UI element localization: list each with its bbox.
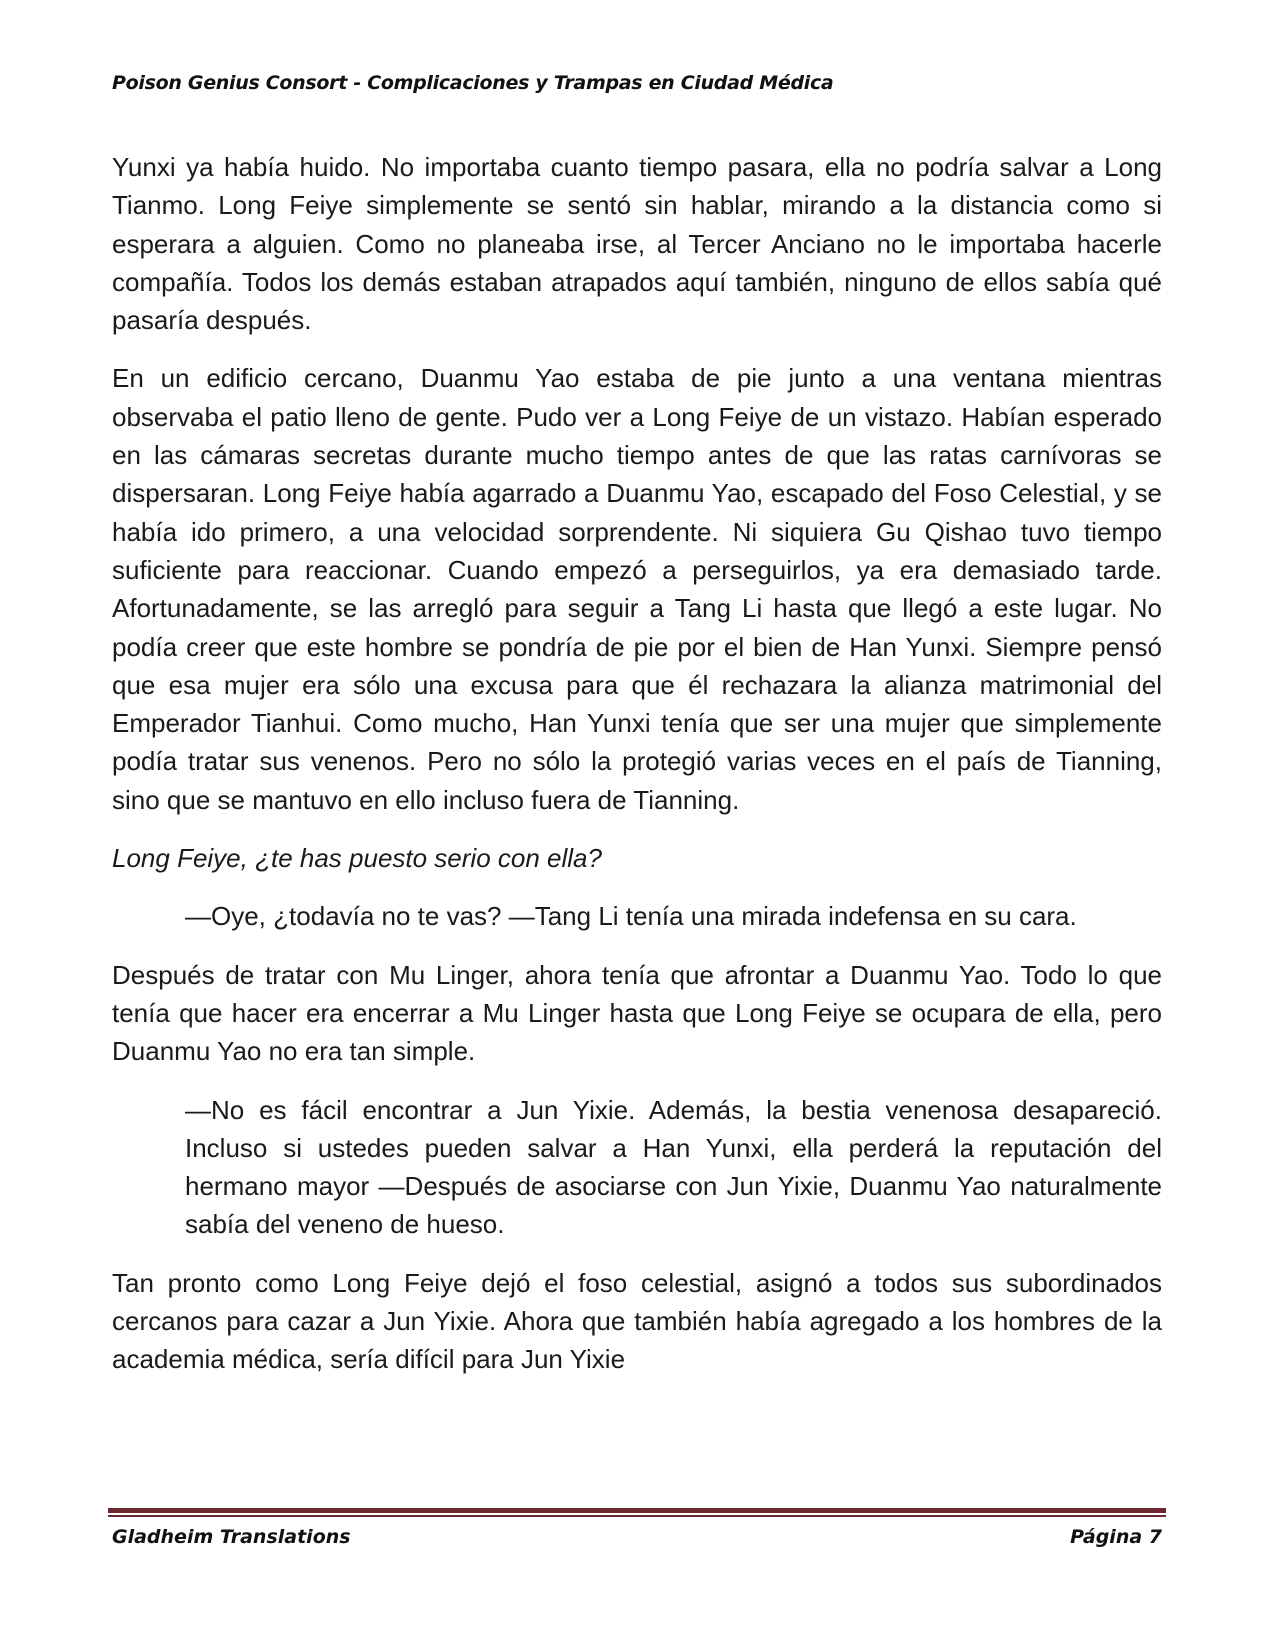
paragraph-6-dialogue: —No es fácil encontrar a Jun Yixie. Además, la bestia venenosa desapareció. Incluso si ustedes pueden salvar a Han Yunxi, ella perderá la reputación del hermano mayor —Después de asociarse con Jun Yixie, Duanmu Yao naturalmente sabía del veneno de hueso. xyxy=(185,1094,1162,1240)
footer-publisher: Gladheim Translations xyxy=(112,1526,351,1548)
paragraph-7: Tan pronto como Long Feiye dejó el foso celestial, asignó a todos sus subordinados cercanos para cazar a Jun Yixie. Ahora que también había agregado a los hombres de la academia médica, sería difícil para Jun Yixie xyxy=(112,1267,1162,1375)
document-body xyxy=(112,148,1162,1399)
footer-divider-thin-line xyxy=(108,1515,1166,1517)
paragraph-2: En un edificio cercano, Duanmu Yao estaba de pie junto a una ventana mientras observaba el patio lleno de gente. Pudo ver a Long Feiye de un vistazo. Habían esperado en las cámaras secretas durante mucho tiempo antes de que las ratas carnívoras se dispersaran. Long Feiye había agarrado a Duanmu Yao, escapado del Foso Celestial, y se había ido primero, a una velocidad sorprendente. Ni siquiera Gu Qishao tuvo tiempo suficiente para reaccionar. Cuando empezó a perseguirlos, ya era demasiado tarde. Afortunadamente, se las arregló para seguir a Tang Li hasta que llegó a este lugar. No podía creer que este hombre se pondría de pie por el bien de Han Yunxi. Siempre pensó que esa mujer era sólo una excusa para que él rechazara la alianza matrimonial del Emperador Tianhui. Como mucho, Han Yunxi tenía que ser una mujer que simplemente podía tratar sus venenos. Pero no sólo la protegió varias veces en el país de Tianning, sino que se mantuvo en ello incluso fuera de Tianning. xyxy=(112,363,1162,815)
paragraph-3-thought: Long Feiye, ¿te has puesto serio con ella? xyxy=(112,843,602,874)
paragraph-5: Después de tratar con Mu Linger, ahora tenía que afrontar a Duanmu Yao. Todo lo que tenía que hacer era encerrar a Mu Linger hasta que Long Feiye se ocupara de ella, pero Duanmu Yao no era tan simple. xyxy=(112,959,1162,1067)
page-header-title: Poison Genius Consort - Complicaciones y Trampas en Ciudad Médica xyxy=(112,72,834,94)
paragraph-4-dialogue: —Oye, ¿todavía no te vas? —Tang Li tenía una mirada indefensa en su cara. xyxy=(185,901,1077,932)
footer-page-number: Página 7 xyxy=(1070,1526,1162,1548)
footer-divider-thick-line xyxy=(108,1508,1166,1513)
paragraph-1: Yunxi ya había huido. No importaba cuanto tiempo pasara, ella no podría salvar a Long Tianmo. Long Feiye simplemente se sentó sin hablar, mirando a la distancia como si esperara a alguien. Como no planeaba irse, al Tercer Anciano no le importaba hacerle compañía. Todos los demás estaban atrapados aquí también, ninguno de ellos sabía qué pasaría después. xyxy=(112,152,1162,336)
footer-divider xyxy=(108,1508,1166,1518)
